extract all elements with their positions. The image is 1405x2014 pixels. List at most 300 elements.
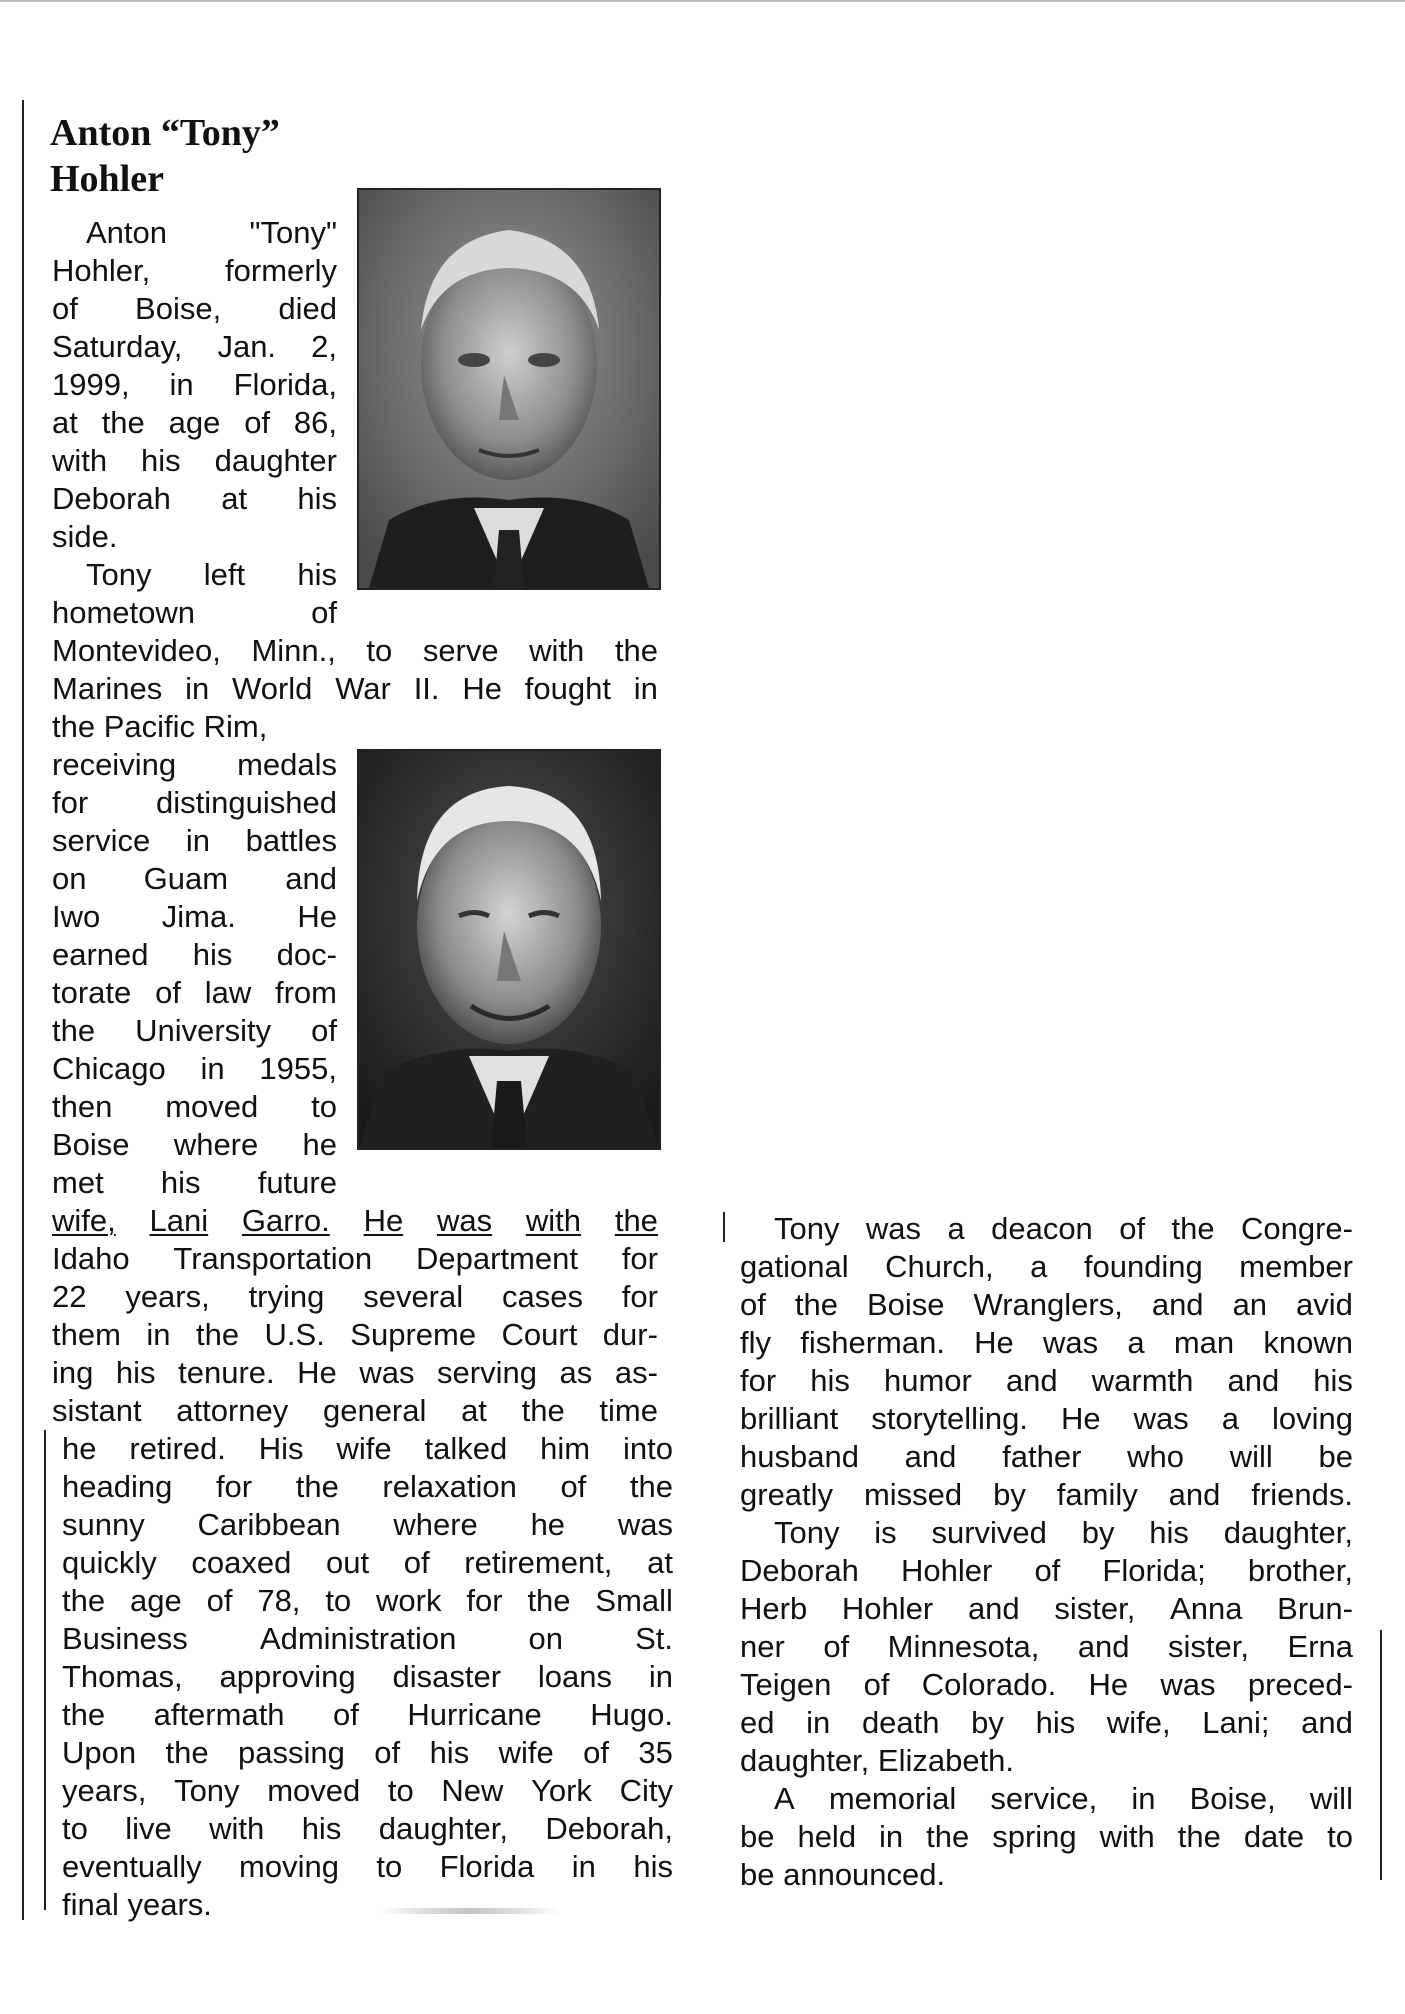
word: of <box>52 291 78 326</box>
text <box>52 1392 658 1430</box>
right-column-rule-top <box>723 1212 725 1242</box>
word: was <box>865 1211 922 1246</box>
word: Upon <box>62 1735 137 1770</box>
text-line <box>740 1628 1353 1666</box>
text-line <box>62 1430 673 1468</box>
word: ner <box>740 1629 785 1664</box>
text <box>52 1050 337 1088</box>
word: was <box>1160 1667 1216 1702</box>
word: Department <box>416 1241 578 1276</box>
word: Garro. <box>241 1203 330 1238</box>
text <box>52 898 337 936</box>
word: he <box>302 1127 337 1162</box>
text-line <box>740 1324 1353 1362</box>
word: Iwo <box>52 899 101 934</box>
text <box>52 1316 658 1354</box>
word: his <box>115 1355 156 1390</box>
word: to <box>311 1089 337 1124</box>
word: the <box>521 1393 565 1428</box>
word: death <box>861 1705 940 1740</box>
text <box>740 1818 1353 1856</box>
word: Hohler <box>841 1591 934 1626</box>
word: sister, <box>1168 1629 1250 1664</box>
word: hometown <box>52 595 196 630</box>
text <box>62 1848 673 1886</box>
text-line <box>52 784 337 822</box>
word: in <box>633 671 658 706</box>
word: in <box>648 1659 673 1694</box>
word: earned <box>52 937 149 972</box>
text <box>774 1780 1353 1818</box>
text-line <box>52 480 337 518</box>
word: survived <box>931 1515 1047 1550</box>
word: and <box>285 861 337 896</box>
word: Deborah <box>740 1553 859 1588</box>
text <box>740 1628 1353 1666</box>
text <box>740 1400 1353 1438</box>
text <box>52 594 337 632</box>
text-line <box>52 822 337 860</box>
word: He <box>297 1355 337 1390</box>
word: man <box>1173 1325 1235 1360</box>
portrait-photo-1 <box>357 188 661 590</box>
word: in <box>185 671 210 706</box>
word: his <box>1149 1515 1189 1550</box>
word: years, <box>125 1279 210 1314</box>
word: in <box>200 1051 225 1086</box>
word: War <box>335 671 391 706</box>
text <box>52 1278 658 1316</box>
word: into <box>623 1431 673 1466</box>
word: 2, <box>311 329 337 364</box>
word: to <box>387 1773 414 1808</box>
word: was <box>1043 1325 1099 1360</box>
text-line <box>62 1468 673 1506</box>
word: He <box>297 899 337 934</box>
word: will <box>1309 1781 1353 1816</box>
text <box>774 1210 1353 1248</box>
word: a <box>1030 1249 1048 1284</box>
word: serve <box>422 633 499 668</box>
word: at <box>647 1545 673 1580</box>
word: fought <box>524 671 611 706</box>
word: member <box>1239 1249 1353 1284</box>
word: his <box>633 1849 673 1884</box>
word: Marines <box>52 671 163 706</box>
text <box>52 632 658 670</box>
word: for <box>621 1241 658 1276</box>
word: Boise <box>52 1127 130 1162</box>
word: quickly <box>62 1545 157 1580</box>
word: and <box>1168 1477 1221 1512</box>
word: date <box>1243 1819 1305 1854</box>
word: gational <box>740 1249 849 1284</box>
word: the <box>295 1469 339 1504</box>
mid-column-rule <box>44 1430 46 1910</box>
word: where <box>173 1127 259 1162</box>
text-line <box>740 1742 1353 1780</box>
word: University <box>135 1013 272 1048</box>
text <box>86 556 337 594</box>
word: coaxed <box>191 1545 292 1580</box>
word: founding <box>1083 1249 1203 1284</box>
word: husband <box>740 1439 859 1474</box>
text <box>740 1666 1353 1704</box>
word: Transportation <box>173 1241 373 1276</box>
word: He <box>1088 1667 1129 1702</box>
text-line <box>740 1210 1353 1248</box>
text-line <box>52 594 337 632</box>
text-line <box>52 1392 658 1430</box>
word: moving <box>239 1849 339 1884</box>
word: Guam <box>143 861 229 896</box>
word: New <box>441 1773 504 1808</box>
word: died <box>278 291 337 326</box>
text-line <box>62 1620 673 1658</box>
text <box>52 328 337 366</box>
word: them <box>52 1317 121 1352</box>
word: Anton <box>86 215 168 250</box>
word: doc- <box>276 937 337 972</box>
word: 78, <box>257 1583 301 1618</box>
text <box>52 670 658 708</box>
word: Administration <box>259 1621 457 1656</box>
text <box>740 1704 1353 1742</box>
word: his <box>301 1811 342 1846</box>
word: 86, <box>293 405 337 440</box>
word: loving <box>1271 1401 1353 1436</box>
text <box>740 1286 1353 1324</box>
text-line <box>62 1810 673 1848</box>
word: His <box>258 1431 304 1466</box>
text <box>52 1012 337 1050</box>
word: He <box>974 1325 1014 1360</box>
text <box>62 1582 673 1620</box>
word: Supreme <box>350 1317 477 1352</box>
word: World <box>232 671 313 706</box>
word: relaxation <box>382 1469 517 1504</box>
text-line <box>52 1050 337 1088</box>
text <box>740 1590 1353 1628</box>
word: retired. <box>129 1431 226 1466</box>
word: St. <box>635 1621 673 1656</box>
headline-line-2: Hohler <box>50 158 164 200</box>
text-line <box>740 1666 1353 1704</box>
word: daughter, <box>1223 1515 1353 1550</box>
text-line <box>740 1476 1353 1514</box>
word: Hurricane <box>407 1697 542 1732</box>
word: age <box>129 1583 182 1618</box>
word: him <box>540 1431 591 1466</box>
word: Hohler, <box>52 253 151 288</box>
word: age <box>168 405 221 440</box>
text: side. <box>52 519 118 554</box>
word: law <box>204 975 252 1010</box>
word: Boise, <box>135 291 222 326</box>
text <box>52 366 337 404</box>
word: approving <box>219 1659 356 1694</box>
word: a <box>1221 1401 1239 1436</box>
word: his <box>192 937 233 972</box>
text-line <box>52 1088 337 1126</box>
word: greatly <box>740 1477 834 1512</box>
word: then <box>52 1089 113 1124</box>
word: Florida, <box>233 367 337 402</box>
portrait-photo-2 <box>357 749 661 1150</box>
word: Boise, <box>1189 1781 1276 1816</box>
text <box>62 1544 673 1582</box>
text <box>62 1658 673 1696</box>
word: the <box>527 1583 571 1618</box>
text <box>740 1362 1353 1400</box>
word: Teigen <box>740 1667 832 1702</box>
word: in <box>806 1705 831 1740</box>
word: the <box>926 1819 970 1854</box>
text-line <box>62 1658 673 1696</box>
word: in <box>1131 1781 1156 1816</box>
text <box>52 252 337 290</box>
word: as- <box>614 1355 658 1390</box>
word: at <box>52 405 78 440</box>
right-column-rule <box>1380 1630 1382 1880</box>
word: the <box>614 1203 658 1238</box>
word: of <box>311 595 337 630</box>
word: the <box>1171 1211 1215 1246</box>
word: for <box>740 1363 777 1398</box>
word: sistant <box>52 1393 142 1428</box>
word: of <box>206 1583 233 1618</box>
word: for <box>621 1279 658 1314</box>
word: to <box>366 633 393 668</box>
text-line <box>52 366 337 404</box>
word: Jan. <box>217 329 277 364</box>
text-line <box>52 1278 658 1316</box>
word: trying <box>248 1279 325 1314</box>
text <box>740 1324 1353 1362</box>
word: ed <box>740 1705 775 1740</box>
word: to <box>1327 1819 1353 1854</box>
text-line <box>52 290 337 328</box>
word: with <box>209 1811 265 1846</box>
word: the <box>62 1697 106 1732</box>
word: Jima. <box>161 899 236 934</box>
word: left <box>203 557 246 592</box>
word: the <box>165 1735 209 1770</box>
text <box>62 1468 673 1506</box>
word: "Tony" <box>249 215 337 250</box>
text <box>740 1438 1353 1476</box>
text-line <box>52 252 337 290</box>
word: was <box>436 1203 493 1238</box>
word: battles <box>245 823 337 858</box>
word: by <box>1081 1515 1115 1550</box>
word: wife, <box>52 1203 116 1238</box>
text <box>52 1164 337 1202</box>
word: on <box>52 861 87 896</box>
word: cases <box>501 1279 583 1314</box>
word: with <box>525 1203 582 1238</box>
word: avid <box>1296 1287 1353 1322</box>
word: his <box>810 1363 850 1398</box>
word: tenure. <box>178 1355 275 1390</box>
text-line <box>52 1126 337 1164</box>
word: the <box>614 633 658 668</box>
word: on <box>528 1621 563 1656</box>
text-line <box>52 404 337 442</box>
word: talked <box>424 1431 508 1466</box>
word: of <box>333 1697 359 1732</box>
text-line <box>62 1886 673 1924</box>
word: He <box>1060 1401 1101 1436</box>
word: eventually <box>62 1849 202 1884</box>
word: general <box>322 1393 427 1428</box>
text <box>740 1552 1353 1590</box>
word: daughter, <box>378 1811 509 1846</box>
word: work <box>376 1583 442 1618</box>
word: of <box>403 1545 430 1580</box>
word: Business <box>62 1621 188 1656</box>
word: Church, <box>885 1249 994 1284</box>
text-line <box>740 1248 1353 1286</box>
word: fly <box>740 1325 771 1360</box>
text <box>52 1088 337 1126</box>
text <box>62 1734 673 1772</box>
left-column-rule <box>22 100 24 1920</box>
text-line <box>62 1582 673 1620</box>
word: in <box>879 1819 904 1854</box>
word: Herb <box>740 1591 808 1626</box>
word: for <box>466 1583 503 1618</box>
text <box>86 214 337 252</box>
word: with <box>52 443 108 478</box>
word: at <box>221 481 248 516</box>
word: Tony <box>774 1211 840 1246</box>
word: where <box>393 1507 478 1542</box>
word: sister, <box>1054 1591 1136 1626</box>
obituary-headline <box>50 110 350 202</box>
text-line <box>740 1514 1353 1552</box>
word: deacon <box>991 1211 1093 1246</box>
word: Anna <box>1170 1591 1243 1626</box>
text-line <box>52 708 337 746</box>
word: be <box>740 1819 775 1854</box>
text <box>52 860 337 898</box>
text-line <box>52 518 337 556</box>
word: medals <box>237 747 337 782</box>
word: to <box>376 1849 403 1884</box>
word: warmth <box>1091 1363 1194 1398</box>
word: formerly <box>225 253 337 288</box>
text-line <box>52 670 658 708</box>
text-line <box>740 1552 1353 1590</box>
text-line <box>52 214 337 252</box>
word: in <box>571 1849 596 1884</box>
text <box>774 1514 1353 1552</box>
text-line <box>52 860 337 898</box>
word: the <box>62 1583 106 1618</box>
word: an <box>1232 1287 1268 1322</box>
text-line <box>62 1734 673 1772</box>
text <box>62 1506 673 1544</box>
text-line <box>52 556 337 594</box>
word: by <box>993 1477 1026 1512</box>
text <box>52 784 337 822</box>
word: Erna <box>1287 1629 1353 1664</box>
text <box>62 1810 673 1848</box>
text: be announced. <box>740 1857 946 1892</box>
word: in <box>146 1317 171 1352</box>
word: Montevideo, <box>52 633 221 668</box>
word: his <box>141 443 181 478</box>
text-line <box>740 1590 1353 1628</box>
word: loans <box>537 1659 612 1694</box>
word: daughter <box>214 443 337 478</box>
word: be <box>1318 1439 1353 1474</box>
text-line <box>52 1354 658 1392</box>
text <box>52 442 337 480</box>
word: the <box>794 1287 838 1322</box>
word: Thomas, <box>62 1659 183 1694</box>
text <box>52 1202 658 1240</box>
word: the <box>629 1469 673 1504</box>
text-line <box>52 1202 658 1240</box>
text <box>52 746 337 784</box>
word: Idaho <box>52 1241 130 1276</box>
text-line <box>740 1856 1353 1894</box>
word: and <box>1151 1287 1204 1322</box>
text-line <box>740 1704 1353 1742</box>
text-line <box>52 442 337 480</box>
word: live <box>125 1811 172 1846</box>
word: Deborah <box>52 481 171 516</box>
word: passing <box>238 1735 345 1770</box>
word: and <box>904 1439 957 1474</box>
word: brother, <box>1247 1553 1353 1588</box>
word: 22 <box>52 1279 87 1314</box>
word: in <box>169 367 194 402</box>
word: disaster <box>392 1659 502 1694</box>
text: daughter, Elizabeth. <box>740 1743 1015 1778</box>
word: He <box>462 671 502 706</box>
word: was <box>617 1507 673 1542</box>
text <box>62 1696 673 1734</box>
word: storytelling. <box>871 1401 1028 1436</box>
word: his <box>1313 1363 1353 1398</box>
word: Minnesota, <box>887 1629 1040 1664</box>
word: of <box>311 1013 337 1048</box>
word: held <box>797 1819 857 1854</box>
word: is <box>874 1515 897 1550</box>
text <box>52 822 337 860</box>
word: his <box>160 1165 201 1200</box>
word: time <box>599 1393 658 1428</box>
word: heading <box>62 1469 173 1504</box>
word: Deborah, <box>545 1811 673 1846</box>
text-line <box>740 1362 1353 1400</box>
word: the <box>1177 1819 1221 1854</box>
word: 1999, <box>52 367 130 402</box>
word: fisherman. <box>800 1325 945 1360</box>
word: was <box>359 1355 415 1390</box>
word: spring <box>992 1819 1077 1854</box>
word: moved <box>165 1089 259 1124</box>
text <box>52 936 337 974</box>
text-line <box>52 974 337 1012</box>
word: retirement, <box>464 1545 613 1580</box>
word: service, <box>990 1781 1098 1816</box>
word: Tony <box>86 557 152 592</box>
text <box>52 404 337 442</box>
